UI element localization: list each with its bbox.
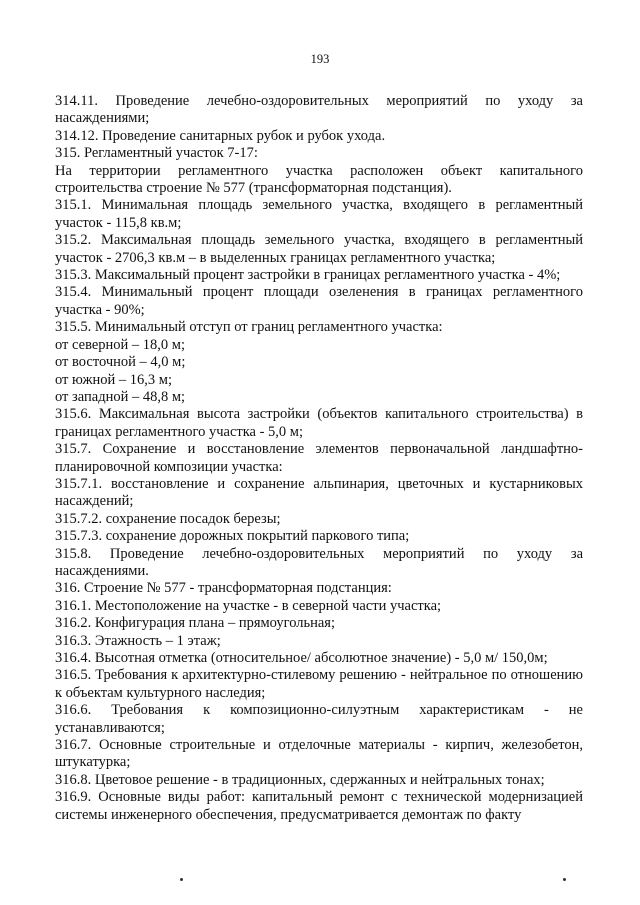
- paragraph: 316.2. Конфигурация плана – прямоугольная;: [55, 615, 336, 632]
- paragraph: 315.7.3. сохранение дорожных покрытий паркового типа;: [55, 528, 410, 545]
- paragraph: 316.6. Требования к композиционно-силуэтным характеристикам - не устанавливаются;: [55, 702, 583, 736]
- document-body: [55, 93, 583, 824]
- scan-speck: [563, 878, 566, 881]
- paragraph: 315.2. Максимальная площадь земельного участка, входящего в регламентный участок - 2706,3 кв.м – в выделенных границах регламентного участка;: [55, 232, 583, 266]
- paragraph: 316.4. Высотная отметка (относительное/ абсолютное значение) - 5,0 м/ 150,0м;: [55, 650, 548, 666]
- paragraph: 315.4. Минимальный процент площади озеленения в границах регламентного участка - 90%;: [55, 284, 583, 318]
- paragraph: 315.7.1. восстановление и сохранение альпинария, цветочных и кустарниковых насаждений;: [55, 475, 583, 510]
- paragraph: 315.7.2. сохранение посадок березы;: [55, 510, 281, 527]
- paragraph: 315.7. Сохранение и восстановление элементов первоначальной ландшафтно-планировочной композиции участка:: [55, 441, 583, 475]
- paragraph: На территории регламентного участка расположен объект капитального строительства строение № 577 (трансформаторная подстанция).: [55, 162, 583, 197]
- paragraph: 316.5. Требования к архитектурно-стилевому решению - нейтральное по отношению к объектам культурного наследия;: [55, 667, 583, 701]
- setback-item: от северной – 18,0 м;: [55, 336, 185, 353]
- paragraph: 315.3. Максимальный процент застройки в границах регламентного участка - 4%;: [55, 267, 561, 284]
- scan-speck: [180, 878, 183, 881]
- page-number: 193: [310, 52, 330, 66]
- paragraph: 315.1. Минимальная площадь земельного участка, входящего в регламентный участок - 115,8 кв.м;: [55, 197, 583, 231]
- paragraph: 316.9. Основные виды работ: капитальный ремонт с технической модернизацией системы инженерного обеспечения, предусматривается демонтаж по факту: [55, 789, 583, 823]
- paragraph: 316.8. Цветовое решение - в традиционных, сдержанных и нейтральных тонах;: [55, 771, 545, 788]
- paragraph: 316.3. Этажность – 1 этаж;: [55, 632, 221, 649]
- paragraph: 314.11. Проведение лечебно-оздоровительных мероприятий по уходу за насаждениями;: [55, 93, 583, 127]
- paragraph: 314.12. Проведение санитарных рубок и рубок ухода.: [55, 127, 386, 144]
- section-heading: 316. Строение № 577 - трансформаторная подстанция:: [55, 580, 392, 597]
- paragraph: 315.8. Проведение лечебно-оздоровительных мероприятий по уходу за насаждениями.: [55, 545, 583, 579]
- setback-item: от западной – 48,8 м;: [55, 388, 186, 405]
- setback-item: от восточной – 4,0 м;: [55, 354, 186, 371]
- setback-item: от южной – 16,3 м;: [55, 371, 172, 388]
- paragraph: 315.6. Максимальная высота застройки (объектов капитального строительства) в границах регламентного участка - 5,0 м;: [55, 406, 583, 440]
- paragraph: 316.7. Основные строительные и отделочные материалы - кирпич, железобетон, штукатурка;: [55, 737, 583, 771]
- paragraph: 315.5. Минимальный отступ от границ регламентного участка:: [55, 319, 443, 336]
- section-heading: 315. Регламентный участок 7-17:: [55, 145, 258, 162]
- paragraph: 316.1. Местоположение на участке - в северной части участка;: [55, 597, 442, 614]
